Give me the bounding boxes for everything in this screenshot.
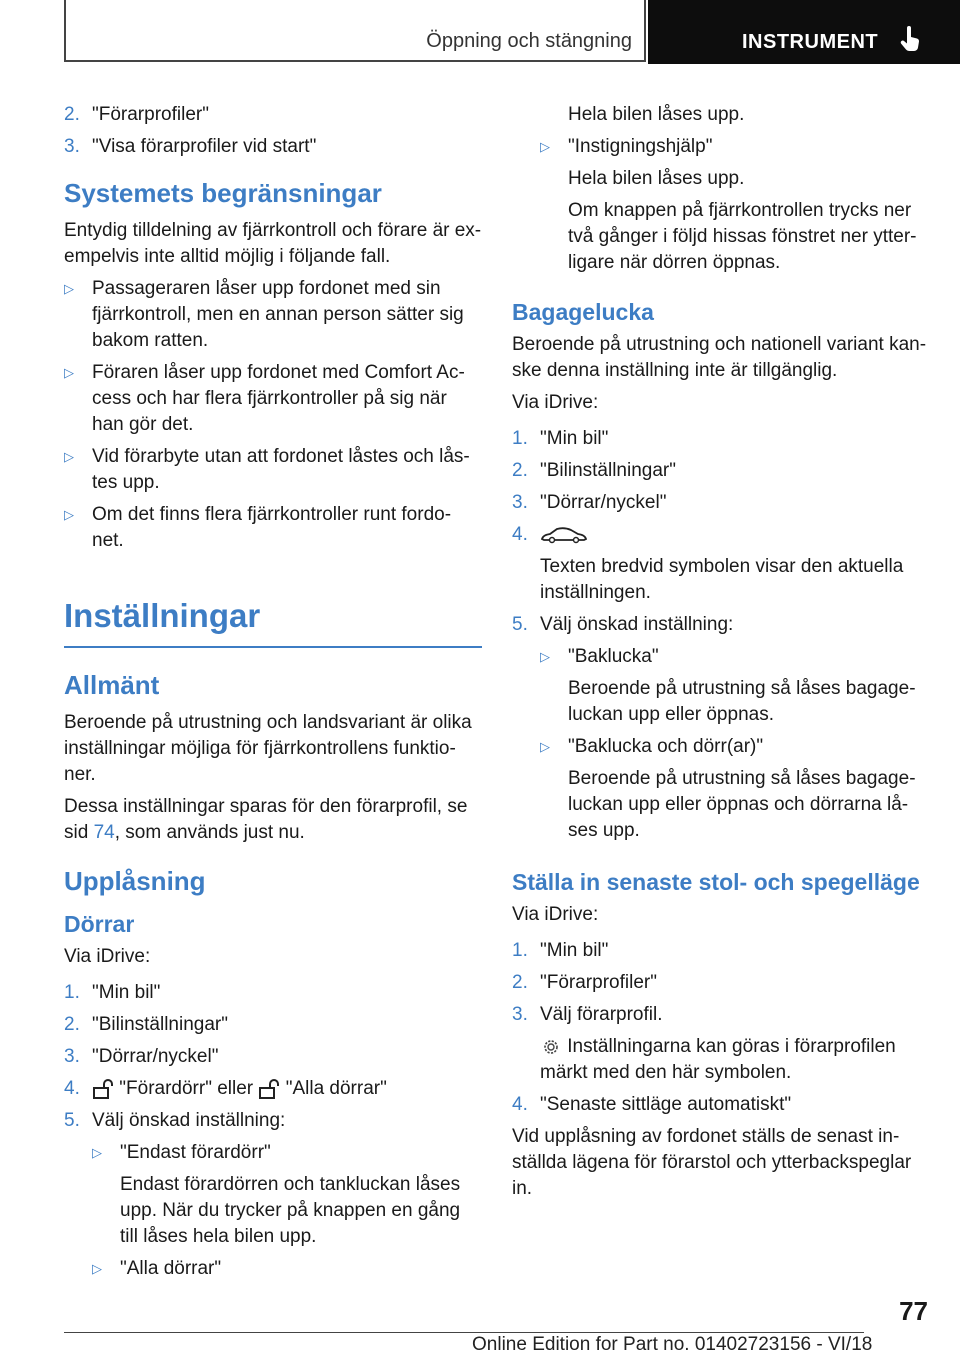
general-text-2: Dessa inställningar sparas för den förarprofil, se sid 74, som används just nu. bbox=[64, 796, 468, 843]
footer-text: Online Edition for Part no. 01402723156 - VI/18 bbox=[472, 1334, 873, 1355]
triangle-icon: ▷ bbox=[540, 139, 550, 154]
triangle-icon: ▷ bbox=[92, 1261, 102, 1276]
chapter-title: INSTRUMENT bbox=[742, 31, 879, 53]
option-text: Endast förardörren och tankluckan låses upp. När du trycker på knappen en gång till låses hela bilen upp. bbox=[120, 1174, 461, 1247]
footer-rule bbox=[64, 1332, 864, 1333]
list-item: 3. "Dörrar/nyckel" bbox=[512, 492, 667, 513]
seat-heading: Ställa in senaste stol- och spegelläge bbox=[512, 869, 920, 895]
page-number: 77 bbox=[899, 1296, 928, 1326]
unlock-heading: Upplåsning bbox=[64, 866, 206, 896]
list-item: 2. "Förarprofiler" bbox=[64, 104, 209, 125]
step-text: Texten bredvid symbolen visar den aktuella inställningen. bbox=[540, 556, 904, 603]
list-item: 2. "Förarprofiler" bbox=[512, 972, 657, 993]
list-item: 4. "Förardörr" eller "Alla dörrar" bbox=[64, 1078, 387, 1099]
doors-heading: Dörrar bbox=[64, 911, 135, 937]
settings-heading: Inställningar bbox=[64, 594, 482, 648]
page-link[interactable]: 74 bbox=[93, 822, 115, 843]
triangle-icon: ▷ bbox=[64, 449, 74, 464]
trunk-text: Beroende på utrustning och nationell variant kan- ske denna inställning inte är tillgänglig. bbox=[512, 334, 927, 381]
chapter-tab bbox=[648, 0, 960, 64]
list-item: 5. Välj önskad inställning: bbox=[64, 1110, 286, 1131]
bullet-item: ▷ "Baklucka och dörr(ar)" bbox=[540, 734, 932, 760]
bullet-item: ▷ Föraren låser upp fordonet med Comfort Ac- cess och har flera fjärrkontroller på sig när han gör det. bbox=[64, 360, 482, 438]
via-idrive: Via iDrive: bbox=[64, 946, 151, 967]
option-text: Hela bilen låses upp. bbox=[568, 104, 745, 125]
triangle-icon: ▷ bbox=[540, 649, 550, 664]
triangle-icon: ▷ bbox=[92, 1145, 102, 1160]
option-text: Beroende på utrustning så låses bagage- luckan upp eller öppnas och dörrarna lå- ses upp. bbox=[568, 768, 916, 841]
limits-text: Entydig tilldelning av fjärrkontroll och förare är ex- empelvis inte alltid möjlig i följande fall. bbox=[64, 220, 482, 267]
bullet-item: ▷ "Alla dörrar" bbox=[92, 1256, 482, 1282]
section-title: Öppning och stängning bbox=[426, 30, 632, 52]
unlock-icon bbox=[92, 1079, 114, 1099]
bullet-item: ▷ Om det finns flera fjärrkontroller runt fordo- net. bbox=[64, 502, 482, 554]
bullet-item: ▷ "Endast förardörr" bbox=[92, 1140, 482, 1166]
list-item: 5. Välj önskad inställning: bbox=[512, 614, 734, 635]
list-item: 1. "Min bil" bbox=[512, 940, 609, 961]
list-item: 3. Välj förarprofil. bbox=[512, 1004, 663, 1025]
list-item: 3. "Dörrar/nyckel" bbox=[64, 1046, 219, 1067]
trunk-heading: Bagagelucka bbox=[512, 299, 654, 325]
via-idrive: Via iDrive: bbox=[512, 392, 599, 413]
triangle-icon: ▷ bbox=[64, 507, 74, 522]
bullet-item: ▷ "Instigningshjälp" bbox=[540, 134, 932, 160]
option-text: Hela bilen låses upp. bbox=[568, 168, 745, 189]
list-item: 2. "Bilinställningar" bbox=[512, 460, 676, 481]
list-item: 2. "Bilinställningar" bbox=[64, 1014, 228, 1035]
list-item: 3. "Visa förarprofiler vid start" bbox=[64, 136, 317, 157]
via-idrive: Via iDrive: bbox=[512, 904, 599, 925]
limits-heading: Systemets begränsningar bbox=[64, 178, 382, 208]
bullet-item: ▷ Vid förarbyte utan att fordonet låstes och lås- tes upp. bbox=[64, 444, 482, 496]
hand-pointer-icon bbox=[898, 26, 922, 54]
page-header bbox=[64, 0, 960, 64]
left-column bbox=[64, 102, 482, 1288]
triangle-icon: ▷ bbox=[540, 739, 550, 754]
seat-text: Vid upplåsning av fordonet ställs de senast in- ställda lägena för förarstol och ytterbackspeglar in. bbox=[512, 1126, 912, 1199]
list-item: 4. "Senaste sittläge automatiskt" bbox=[512, 1094, 792, 1115]
section-tab bbox=[64, 0, 646, 62]
unlock-icon bbox=[258, 1079, 280, 1099]
triangle-icon: ▷ bbox=[64, 365, 74, 380]
general-heading: Allmänt bbox=[64, 670, 160, 700]
list-item: 1. "Min bil" bbox=[512, 428, 609, 449]
list-item: 1. "Min bil" bbox=[64, 982, 161, 1003]
option-text: Beroende på utrustning så låses bagage- luckan upp eller öppnas. bbox=[568, 678, 916, 725]
right-column bbox=[512, 102, 932, 1208]
general-text: Beroende på utrustning och landsvariant är olika inställningar möjliga för fjärrkontrollens funktio- ner. bbox=[64, 712, 472, 785]
profile-note: Inställningarna kan göras i förarprofilen märkt med den här symbolen. bbox=[540, 1036, 896, 1083]
car-icon bbox=[540, 525, 588, 545]
bullet-item: ▷ "Baklucka" bbox=[540, 644, 932, 670]
option-text: Om knappen på fjärrkontrollen trycks ner två gånger i följd hissas fönstret ner ytter- ligare när dörren öppnas. bbox=[568, 200, 917, 273]
triangle-icon: ▷ bbox=[64, 281, 74, 296]
bullet-item: ▷ Passageraren låser upp fordonet med sin fjärrkontroll, men en annan person sätter sig bakom ratten. bbox=[64, 276, 482, 354]
list-item: 4. bbox=[512, 522, 932, 548]
gear-icon bbox=[540, 1036, 562, 1058]
